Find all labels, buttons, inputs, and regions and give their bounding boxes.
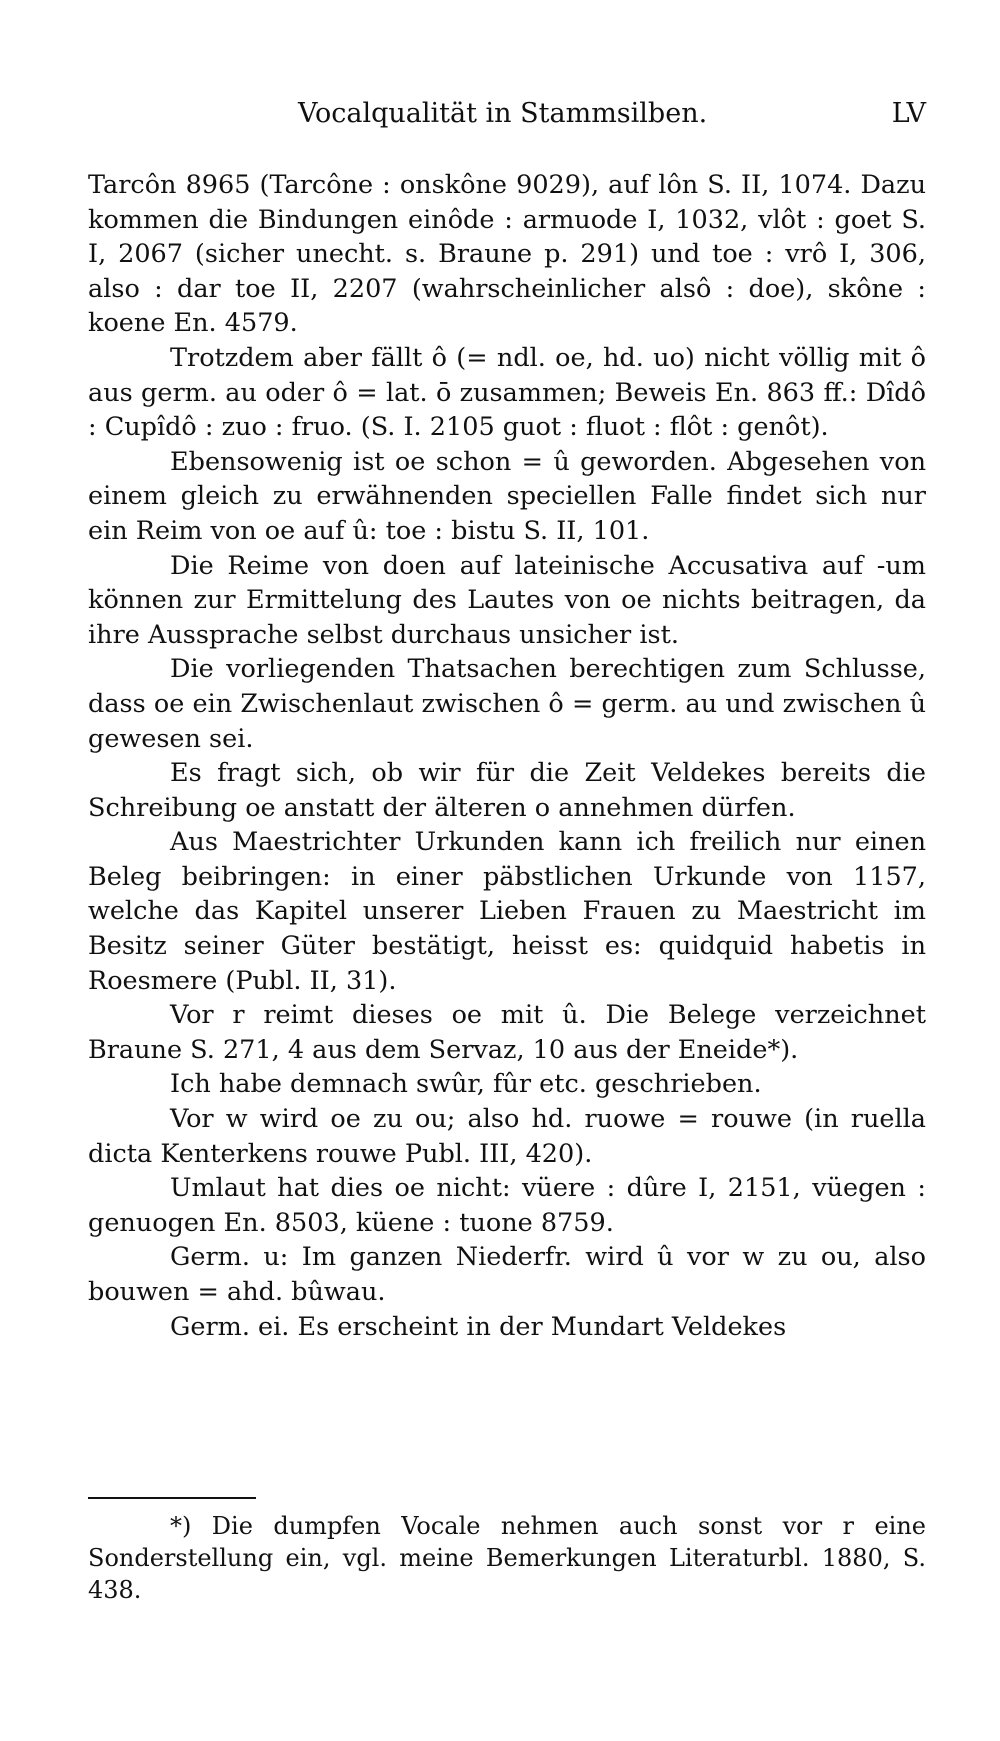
running-header: [88, 98, 926, 138]
paragraph: Trotzdem aber fällt ô (= ndl. oe, hd. uo) nicht völlig mit ô aus germ. au oder ô = lat. ō zusammen; Beweis En. 863 ff.: Dîdô : Cupîdô : zuo : fruo. (S. I. 2105 guot : fluot : flôt : genôt).: [88, 342, 926, 443]
paragraph: Ich habe demnach swûr, fûr etc. geschrieben.: [170, 1069, 762, 1100]
paragraph: Umlaut hat dies oe nicht: vüere : dûre I, 2151, vüegen : genuogen En. 8503, küene : tuone 8759.: [88, 1173, 926, 1238]
paragraph: Die Reime von doen auf lateinische Accusativa auf -um können zur Ermittelung des Lautes von oe nichts beitragen, da ihre Aussprache selbst durchaus unsicher ist.: [88, 550, 926, 650]
footnote-rule: [88, 1497, 256, 1499]
paragraph: Vor w wird oe zu ou; also hd. ruowe = rouwe (in ruella dicta Kenterkens rouwe Publ. III, 420).: [88, 1104, 926, 1169]
footnote-text: *) Die dumpfen Vocale nehmen auch sonst vor r eine Sonderstellung ein, vgl. meine Bemerkungen Literaturbl. 1880, S. 438.: [88, 1512, 926, 1604]
paragraph: Aus Maestrichter Urkunden kann ich freilich nur einen Beleg beibringen: in einer päbstlichen Urkunde von 1157, welche das Kapitel unserer Lieben Frauen zu Maestricht im Besitz seiner Güter bestätigt, heisst es: quidquid habetis in Roesmere (Publ. II, 31).: [88, 827, 926, 996]
paragraph: Es fragt sich, ob wir für die Zeit Veldekes bereits die Schreibung oe anstatt der älteren o annehmen dürfen.: [88, 758, 926, 823]
paragraph: Germ. ei. Es erscheint in der Mundart Veldekes: [170, 1311, 787, 1342]
running-title: Vocalqualität in Stammsilben.: [298, 98, 708, 129]
footnote: [88, 1510, 926, 1606]
paragraph: Ebensowenig ist oe schon = û geworden. Abgesehen von einem gleich zu erwähnenden speciellen Falle findet sich nur ein Reim von oe auf û: toe : bistu S. II, 101.: [88, 446, 926, 546]
page-number: LV: [891, 98, 926, 129]
paragraph: Germ. u: Im ganzen Niederfr. wird û vor w zu ou, also bouwen = ahd. bûwau.: [88, 1242, 926, 1307]
paragraph: Tarcôn 8965 (Tarcône : onskône 9029), auf lôn S. II, 1074. Dazu kommen die Bindungen einôde : armuode I, 1032, vlôt : goet S. I, 2067 (sicher unecht. s. Braune p. 291) und toe : vrô I, 306, also : dar toe II, 2207 (wahrscheinlicher alsô : doe), skône : koene En. 4579.: [88, 170, 926, 339]
paragraph: Vor r reimt dieses oe mit û. Die Belege verzeichnet Braune S. 271, 4 aus dem Servaz, 10 aus der Eneide*).: [88, 1000, 926, 1065]
main-text: [88, 168, 926, 1344]
paragraph: Die vorliegenden Thatsachen berechtigen zum Schlusse, dass oe ein Zwischenlaut zwischen ô = germ. au und zwischen û gewesen sei.: [88, 654, 926, 754]
